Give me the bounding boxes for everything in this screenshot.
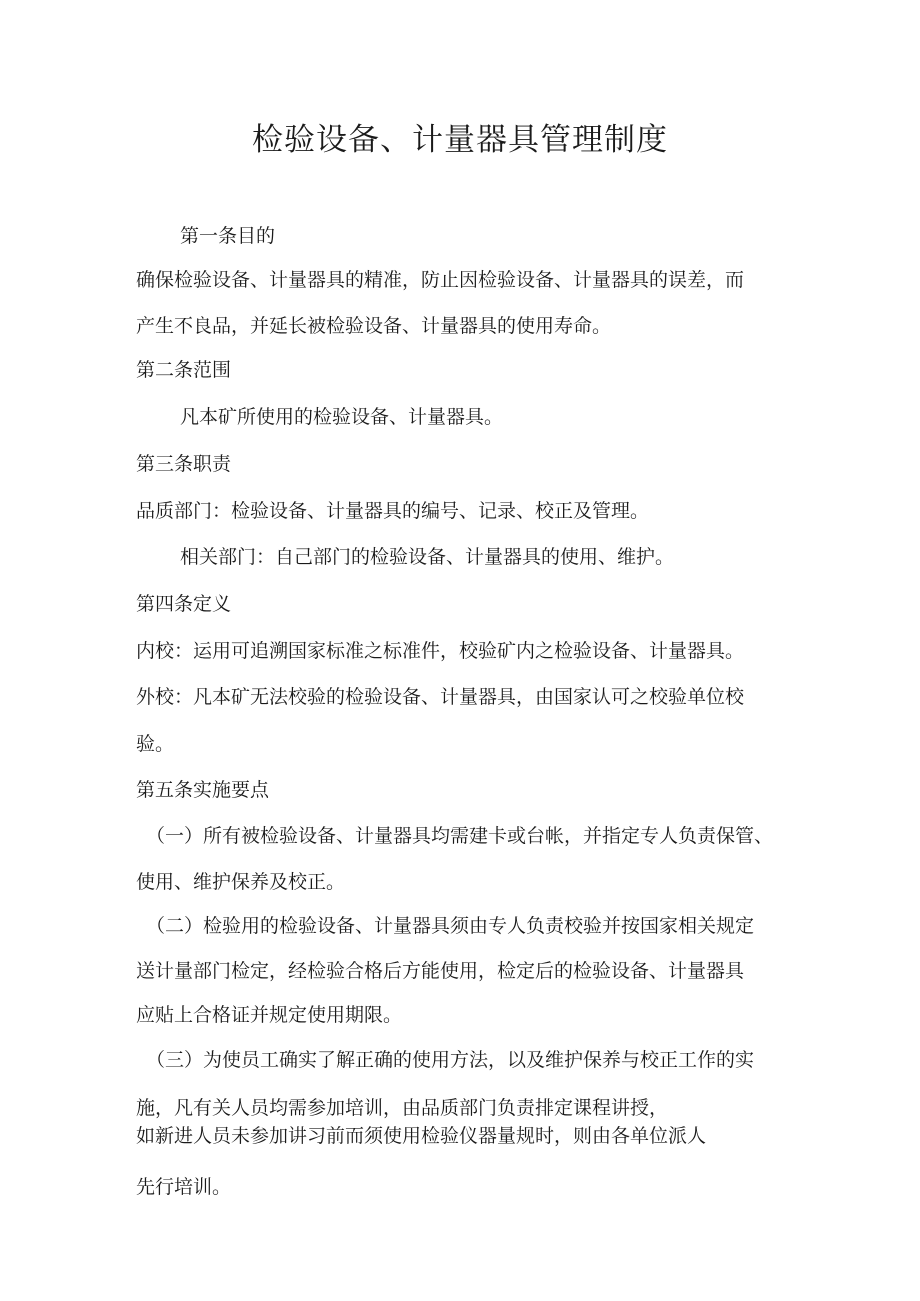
paragraph-line: 施，凡有关人员均需参加培训，由品质部门负责排定课程讲授， — [136, 1097, 669, 1119]
paragraph-line: 使用、维护保养及校正。 — [136, 871, 346, 893]
article-5-heading: 第五条实施要点 — [136, 779, 270, 801]
article-4-heading: 第四条定义 — [136, 593, 232, 615]
article-2-heading: 第二条范围 — [136, 359, 232, 381]
paragraph-line: 如新进人员未参加讲习前而须使用检验仪器量规时，则由各单位派人 — [136, 1125, 707, 1147]
paragraph-line: 相关部门：自己部门的检验设备、计量器具的使用、维护。 — [180, 546, 675, 568]
paragraph-line: 送计量部门检定，经检验合格后方能使用，检定后的检验设备、计量器具 — [136, 960, 745, 982]
paragraph-line: 先行培训。 — [136, 1176, 232, 1198]
article-3-heading: 第三条职责 — [136, 453, 232, 475]
paragraph-line: 验。 — [136, 733, 175, 755]
paragraph-line: 品质部门：检验设备、计量器具的编号、记录、校正及管理。 — [136, 500, 650, 522]
paragraph-line: 应贴上合格证并规定使用期限。 — [136, 1004, 403, 1026]
paragraph-line: （一）所有被检验设备、计量器具均需建卡或台帐，并指定专人负责保管、 — [146, 825, 774, 847]
paragraph-line: 内校：运用可追溯国家标准之标准件，校验矿内之检验设备、计量器具。 — [136, 640, 745, 662]
document-title: 检验设备、计量器具管理制度 — [252, 122, 668, 158]
paragraph-line: （三）为使员工确实了解正确的使用方法，以及维护保养与校正工作的实 — [146, 1049, 755, 1071]
paragraph-line: 产生不良品，并延长被检验设备、计量器具的使用寿命。 — [136, 315, 612, 337]
paragraph-line: 确保检验设备、计量器具的精准，防止因检验设备、计量器具的误差，而 — [136, 269, 745, 291]
paragraph-line: （二）检验用的检验设备、计量器具须由专人负责校验并按国家相关规定 — [146, 915, 755, 937]
paragraph-line: 外校：凡本矿无法校验的检验设备、计量器具，由国家认可之校验单位校 — [136, 686, 745, 708]
article-1-heading: 第一条目的 — [180, 225, 276, 247]
paragraph-line: 凡本矿所使用的检验设备、计量器具。 — [180, 406, 504, 428]
